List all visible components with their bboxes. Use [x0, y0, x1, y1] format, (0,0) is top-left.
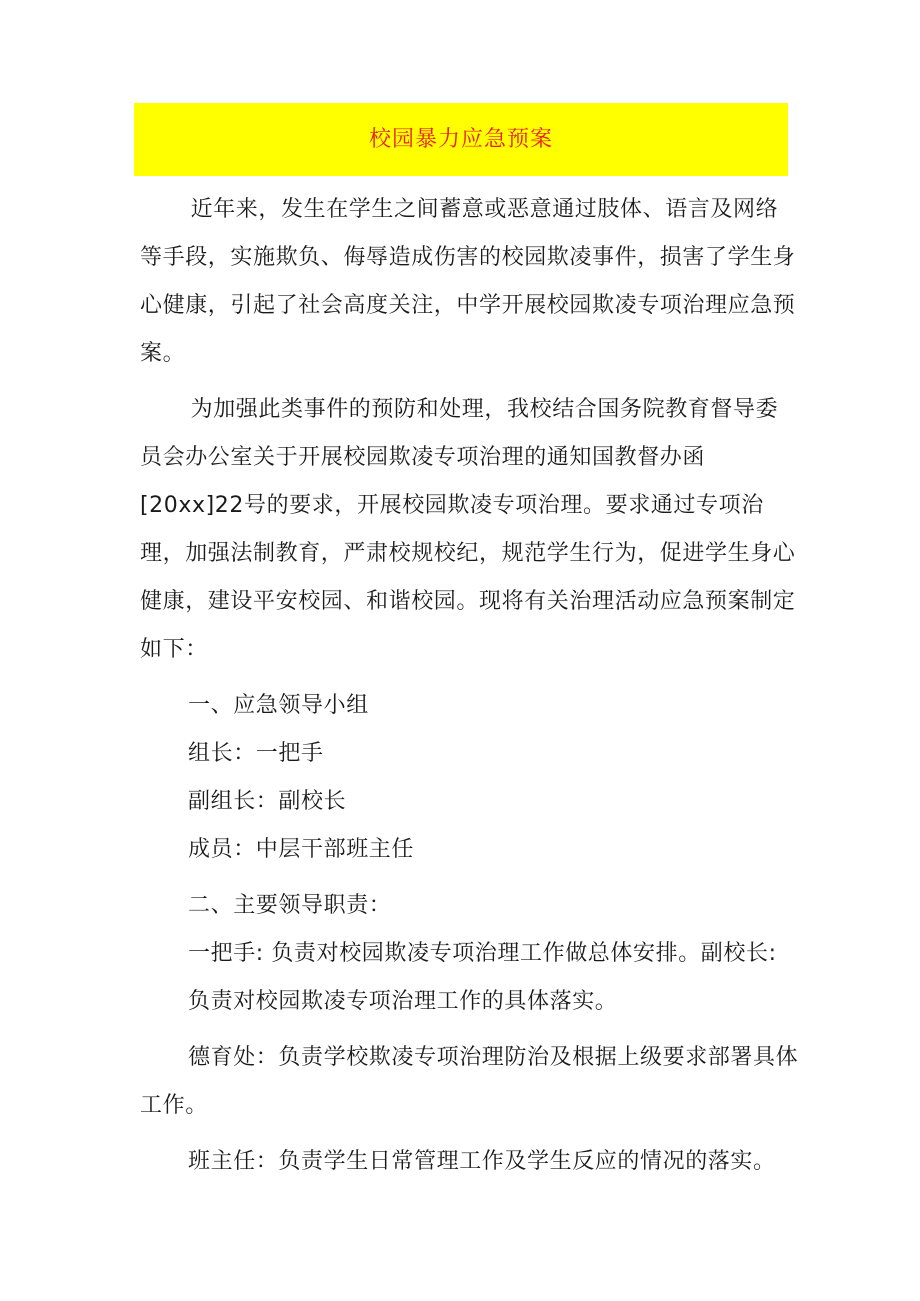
- title-banner: [134, 103, 788, 176]
- members-line: 成员：中层干部班主任: [188, 837, 415, 862]
- document-body: [140, 186, 800, 1186]
- purpose-paragraph: 为加强此类事件的预防和处理，我校结合国务院教育督导委员会办公室关于开展校园欺凌专项治理的通知国教督办函[20xx]22号的要求，开展校园欺凌专项治理。要求通过专项治理，加强法制教育，严肃校规校纪，规范学生行为，促进学生身心健康，建设平安校园、和谐校园。现将有关治理活动应急预案制定如下：: [140, 397, 796, 662]
- group-leader-line: 组长：一把手: [188, 741, 324, 766]
- section-heading-duties: 二、主要领导职责：: [188, 893, 392, 918]
- duty-principal-line: 一把手: 负责对校园欺凌专项治理工作做总体安排。副校长:: [188, 941, 777, 966]
- intro-paragraph: 近年来，发生在学生之间蓄意或恶意通过肢体、语言及网络等手段，实施欺负、侮辱造成伤害的校园欺凌事件，损害了学生身心健康，引起了社会高度关注，中学开展校园欺凌专项治理应急预案。: [140, 197, 796, 366]
- duty-class-teacher: 班主任：负责学生日常管理工作及学生反应的情况的落实。: [188, 1149, 776, 1174]
- section-heading-leadership-group: 一、应急领导小组: [188, 693, 369, 718]
- duty-vice-principal-line: 负责对校园欺凌专项治理工作的具体落实。: [188, 989, 618, 1014]
- deputy-leader-line: 副组长：副校长: [188, 789, 347, 814]
- document-title: 校园暴力应急预案: [368, 126, 553, 152]
- duty-moral-education-office: 德育处：负责学校欺凌专项治理防治及根据上级要求部署具体工作。: [140, 1045, 799, 1118]
